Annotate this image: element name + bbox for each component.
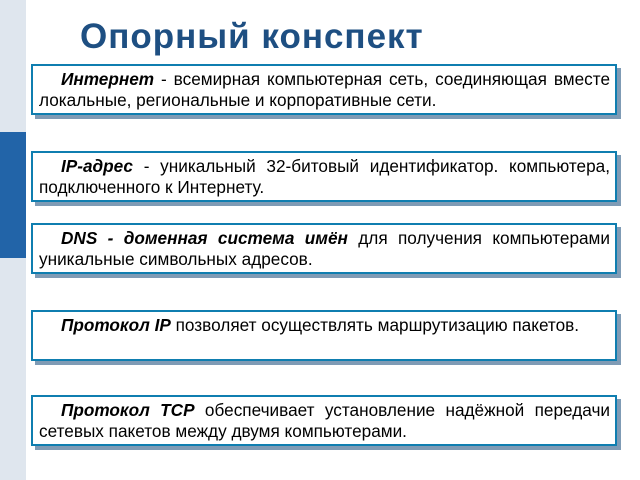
definition-text: позволяет осуществлять маршрутизацию пакетов. — [170, 315, 580, 335]
definition-box-dns — [31, 223, 617, 274]
definition-term: IP-адрес — [61, 156, 133, 176]
definition-term: DNS - доменная система имён — [61, 228, 348, 248]
definition-text: - уникальный 32-битовый идентификатор. компьютера, подключенного к Интернету. — [39, 156, 610, 197]
definition-term: Протокол TCP — [61, 400, 195, 420]
definition-box-tcp-protocol — [31, 395, 617, 446]
definition-text: для получения компьютерами уникальные символьных адресов. — [39, 228, 610, 269]
definition-box-ip-address — [31, 151, 617, 202]
definition-box-ip-protocol — [31, 310, 617, 361]
side-decoration-accent — [0, 132, 26, 258]
definition-box-internet — [31, 64, 617, 115]
page-title: Опорный конспект — [80, 17, 424, 56]
definition-text: - всемирная компьютерная сеть, соединяющая вместе локальные, региональные и корпоративные сети. — [39, 69, 610, 110]
definition-term: Интернет — [61, 69, 155, 89]
definition-text: обеспечивает установление надёжной передачи сетевых пакетов между двумя компьютерами. — [39, 400, 610, 441]
definition-term: Протокол IP — [61, 315, 171, 335]
